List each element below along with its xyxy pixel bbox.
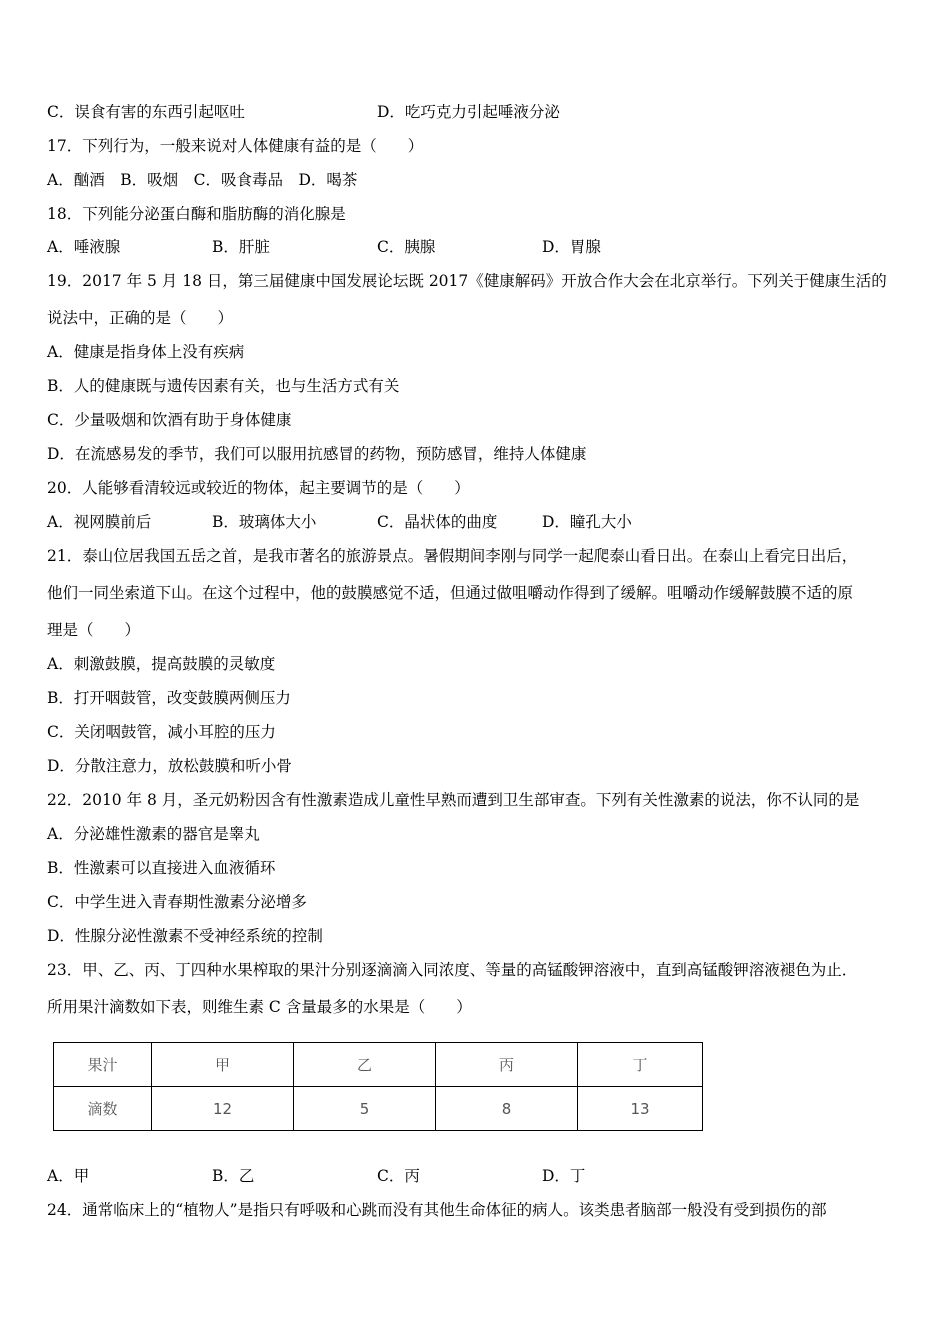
option-a: A．视网膜前后 [47, 513, 152, 531]
table-cell: 滴数 [54, 1087, 152, 1131]
table-cell: 12 [152, 1087, 294, 1131]
question-21-stem-line2: 他们一同坐索道下山。在这个过程中，他的鼓膜感觉不适，但通过做咀嚼动作得到了缓解。咀嚼动作缓解鼓膜不适的原 [47, 584, 854, 602]
question-19-option-c: C．少量吸烟和饮酒有助于身体健康 [47, 411, 292, 429]
table-cell: 13 [578, 1087, 703, 1131]
question-19-option-d: D．在流感易发的季节，我们可以服用抗感冒的药物，预防感冒，维持人体健康 [47, 445, 587, 463]
question-22-stem: 22．2010 年 8 月，圣元奶粉因含有性激素造成儿童性早熟而遭到卫生部审查。下列有关性激素的说法，你不认同的是 [47, 791, 860, 809]
table-cell: 丙 [436, 1043, 578, 1087]
question-18-options [47, 237, 907, 257]
option-c: C．胰腺 [377, 238, 436, 256]
option-c: C．丙 [377, 1167, 420, 1185]
option-d: D．吃巧克力引起唾液分泌 [377, 103, 560, 121]
question-22-option-a: A．分泌雄性激素的器官是睾丸 [47, 825, 260, 843]
question-16-options [47, 102, 907, 122]
option-b: B．玻璃体大小 [212, 513, 317, 531]
question-19-option-a: A．健康是指身体上没有疾病 [47, 343, 245, 361]
question-17-stem: 17．下列行为，一般来说对人体健康有益的是（ ） [47, 137, 424, 155]
option-d: D．瞳孔大小 [542, 513, 632, 531]
table-cell: 果汁 [54, 1043, 152, 1087]
question-21-option-d: D．分散注意力，放松鼓膜和听小骨 [47, 757, 292, 775]
question-19-option-b: B．人的健康既与遗传因素有关，也与生活方式有关 [47, 377, 400, 395]
option-b: B．乙 [212, 1167, 255, 1185]
question-20-options [47, 512, 907, 532]
question-23-stem-line1: 23．甲、乙、丙、丁四种水果榨取的果汁分别逐滴滴入同浓度、等量的高锰酸钾溶液中，直到高锰酸钾溶液褪色为止． [47, 961, 858, 979]
option-c: C．晶状体的曲度 [377, 513, 498, 531]
table-cell: 甲 [152, 1043, 294, 1087]
table-cell: 乙 [294, 1043, 436, 1087]
option-d: D．胃腺 [542, 238, 601, 256]
question-24-stem-line1: 24．通常临床上的“植物人”是指只有呼吸和心跳而没有其他生命体征的病人。该类患者脑部一般没有受到损伤的部 [47, 1201, 827, 1219]
table-cell: 5 [294, 1087, 436, 1131]
question-21-option-b: B．打开咽鼓管，改变鼓膜两侧压力 [47, 689, 291, 707]
table-row [54, 1087, 703, 1131]
question-21-stem-line1: 21．泰山位居我国五岳之首，是我市著名的旅游景点。暑假期间李刚与同学一起爬泰山看日出。在泰山上看完日出后， [47, 547, 858, 565]
question-23-stem-line2: 所用果汁滴数如下表，则维生素 C 含量最多的水果是（ ） [47, 998, 472, 1016]
question-17-options: A．酗酒 B．吸烟 C．吸食毒品 D．喝茶 [47, 171, 358, 189]
option-d: D．丁 [542, 1167, 586, 1185]
question-21-option-a: A．刺激鼓膜，提高鼓膜的灵敏度 [47, 655, 276, 673]
question-19-stem-line2: 说法中，正确的是（ ） [47, 309, 234, 327]
option-a: A．甲 [47, 1167, 90, 1185]
table-cell: 丁 [578, 1043, 703, 1087]
question-22-option-b: B．性激素可以直接进入血液循环 [47, 859, 276, 877]
juice-drops-table [53, 1042, 703, 1131]
question-21-stem-line3: 理是（ ） [47, 621, 141, 639]
question-20-stem: 20．人能够看清较远或较近的物体，起主要调节的是（ ） [47, 479, 470, 497]
question-22-option-c: C．中学生进入青春期性激素分泌增多 [47, 893, 307, 911]
question-23-options [47, 1166, 907, 1186]
option-a: A．唾液腺 [47, 238, 121, 256]
table-cell: 8 [436, 1087, 578, 1131]
question-18-stem: 18．下列能分泌蛋白酶和脂肪酶的消化腺是 [47, 205, 346, 223]
table-header-row [54, 1043, 703, 1087]
option-c: C．误食有害的东西引起呕吐 [47, 103, 245, 121]
option-b: B．肝脏 [212, 238, 270, 256]
question-22-option-d: D．性腺分泌性激素不受神经系统的控制 [47, 927, 323, 945]
question-19-stem-line1: 19．2017 年 5 月 18 日，第三届健康中国发展论坛既 2017《健康解码》开放合作大会在北京举行。下列关于健康生活的 [47, 272, 887, 290]
question-21-option-c: C．关闭咽鼓管，减小耳腔的压力 [47, 723, 276, 741]
